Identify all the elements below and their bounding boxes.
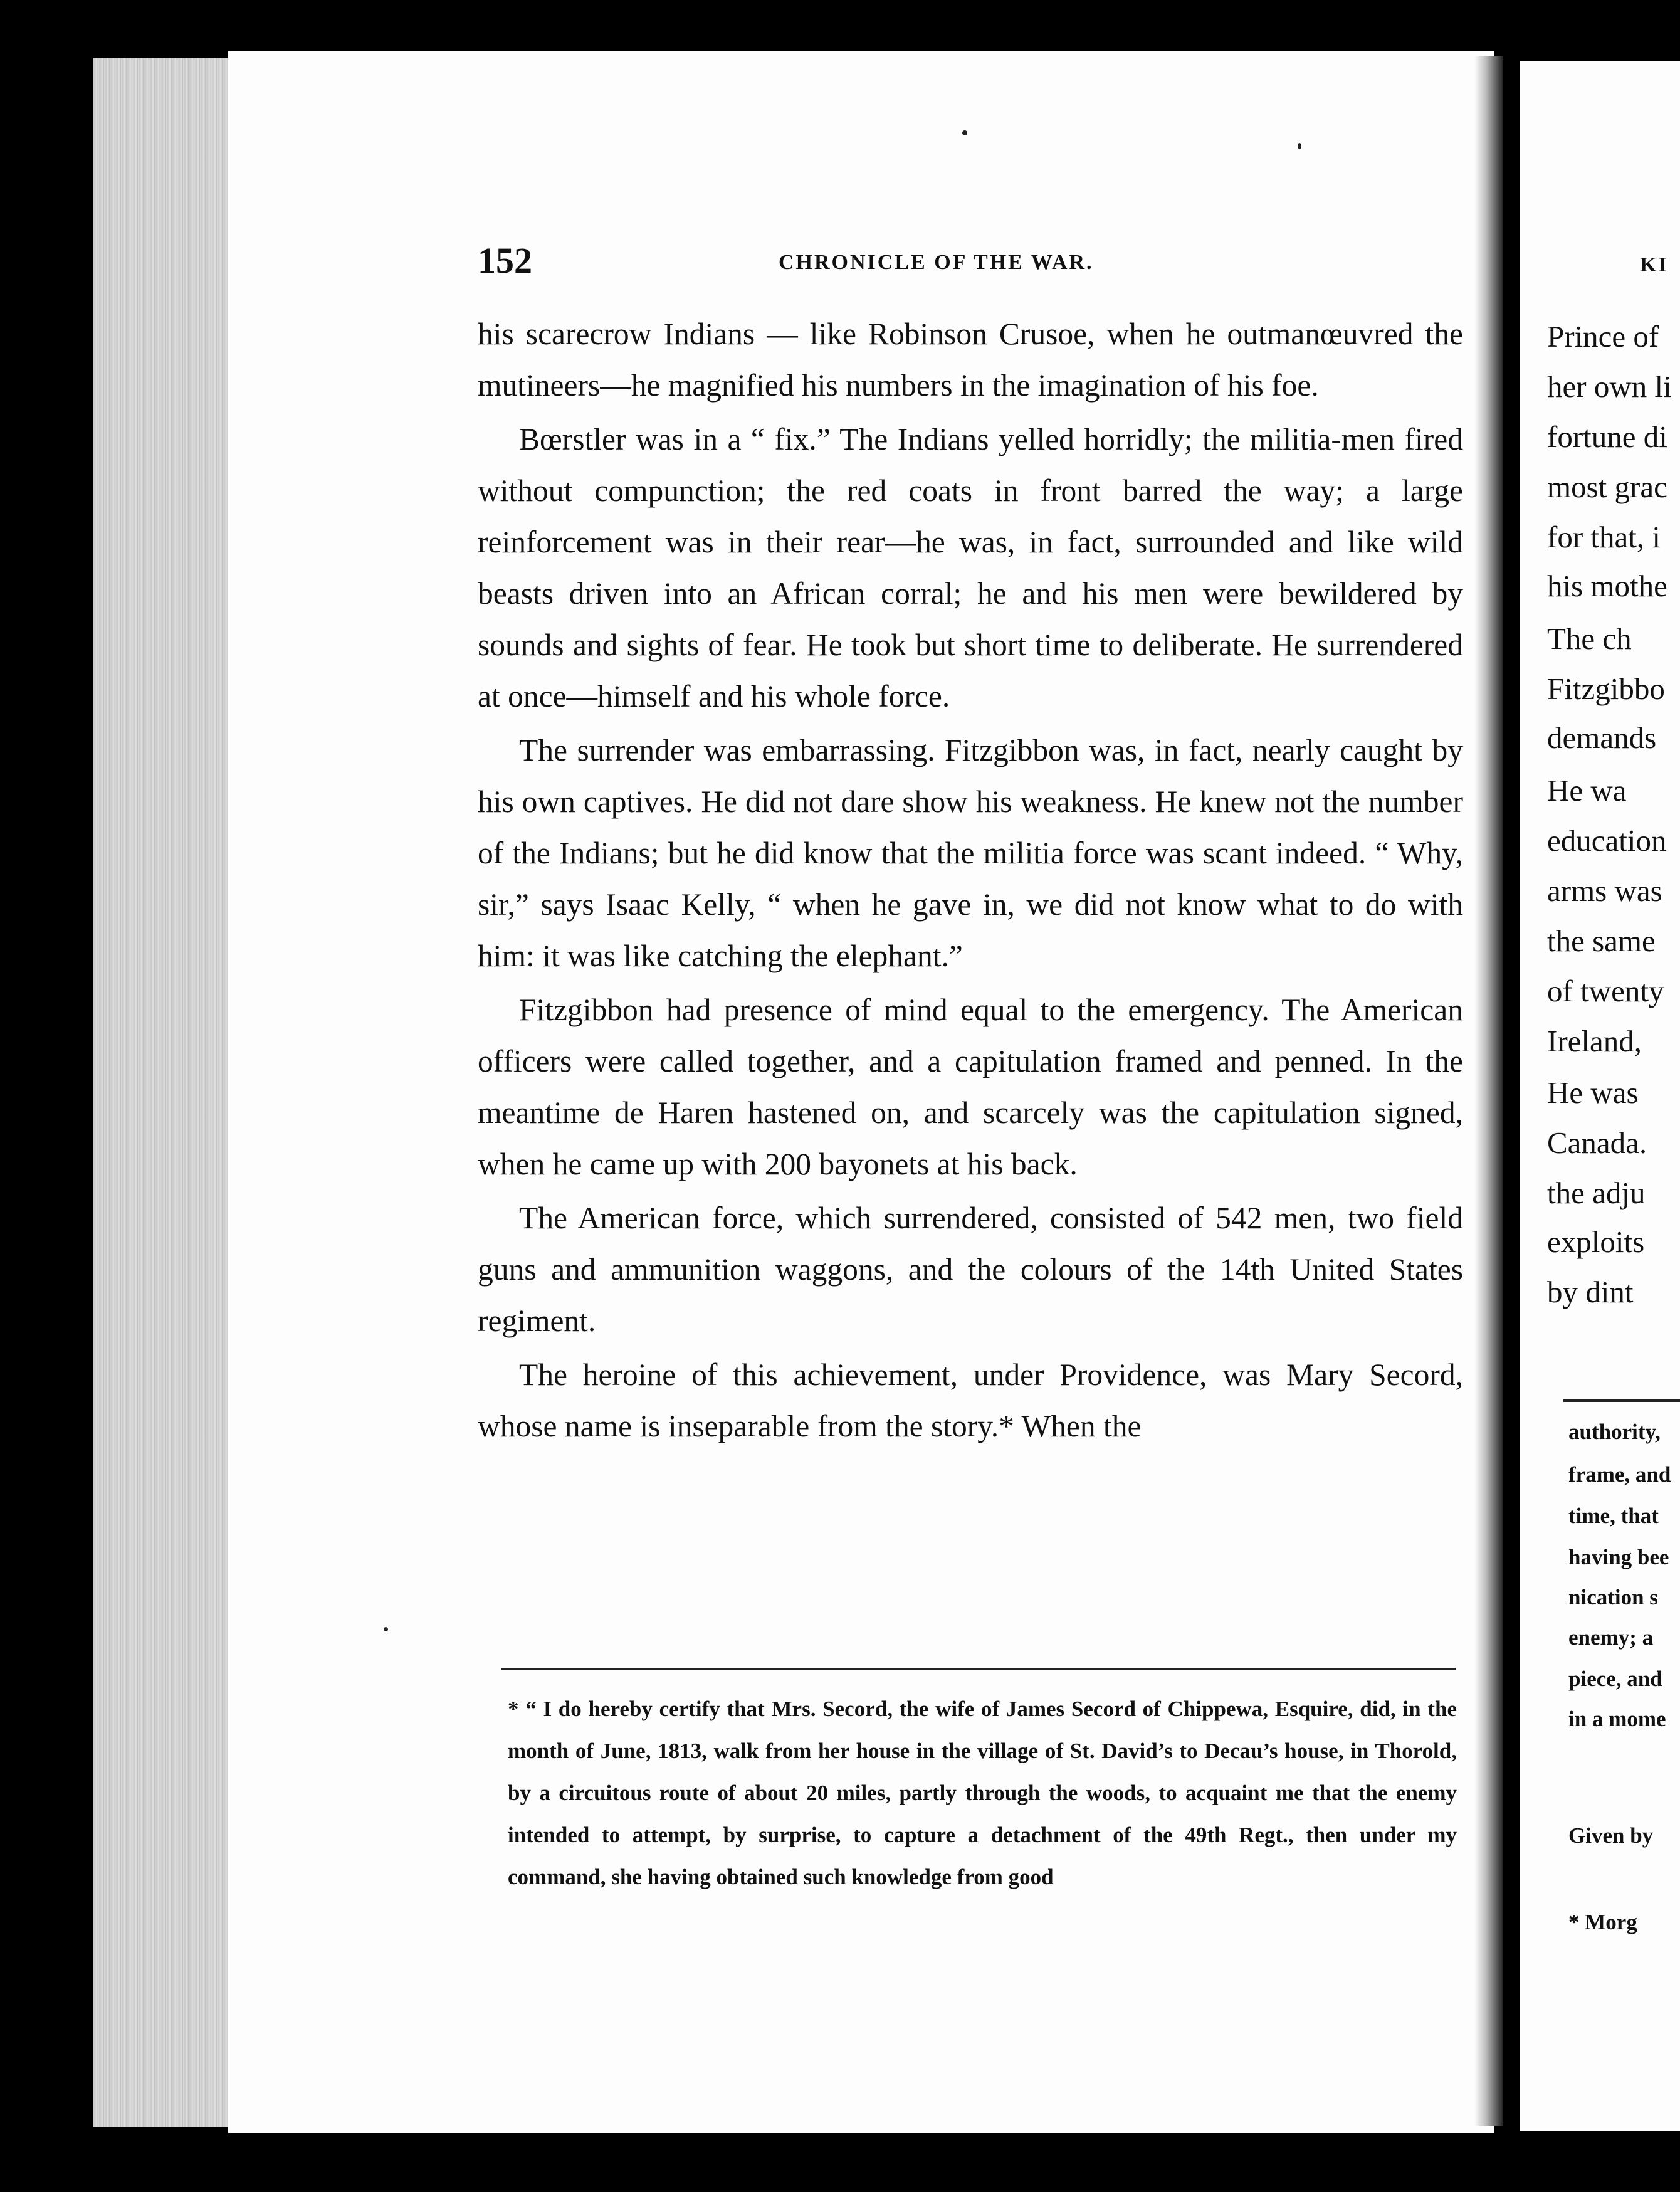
- print-speck: [1298, 143, 1301, 149]
- right-line: He wa: [1547, 773, 1627, 808]
- right-line: most grac: [1547, 470, 1667, 504]
- right-line: The ch: [1547, 621, 1632, 656]
- right-footnote-rule: [1563, 1399, 1680, 1402]
- paragraph: The surrender was embarrassing. Fitzgibbon was, in fact, nearly caught by his own captives. He did not dare show his weakness. He knew not the number of the Indians; but he did know that the militia force was scant indeed. “ Why, sir,” says Isaac Kelly, “ when he gave in, we did not know what to do with him: it was like catching the elephant.”: [478, 733, 1463, 973]
- paragraph: Bœrstler was in a “ fix.” The Indians yelled horridly; the militia-men fired without compunction; the red coats in front barred the way; a large reinforcement was in their rear—he was, in fact, surrounded and like wild beasts driven into an African corral; he and his men were bewildered by sounds and sights of fear. He took but short time to deliberate. He surrendered at once—himself and his whole force.: [478, 422, 1463, 714]
- right-footnote-line: frame, and: [1568, 1462, 1671, 1487]
- book-page-edges: [93, 58, 228, 2127]
- right-footnote-line: enemy; a: [1568, 1625, 1654, 1650]
- running-head: [478, 240, 1466, 283]
- right-line: demands: [1547, 720, 1657, 755]
- print-speck: [962, 130, 967, 135]
- right-line: the adju: [1547, 1176, 1646, 1210]
- right-line: her own li: [1547, 369, 1672, 404]
- right-footnote-line: having bee: [1568, 1545, 1669, 1569]
- right-line: education: [1547, 823, 1667, 858]
- body-text: [478, 308, 1463, 1455]
- page-number: 152: [478, 240, 532, 281]
- right-line: Fitzgibbo: [1547, 672, 1665, 706]
- right-line: Canada.: [1547, 1125, 1647, 1160]
- right-line: for that, i: [1547, 520, 1661, 554]
- right-line: He was: [1547, 1075, 1639, 1110]
- right-footnote-line: in a mome: [1568, 1707, 1666, 1731]
- right-footnote-line: time, that: [1568, 1504, 1659, 1528]
- right-line: his mothe: [1547, 569, 1667, 603]
- right-footnote-line: authority,: [1568, 1420, 1661, 1444]
- footnote: * “ I do hereby certify that Mrs. Secord, the wife of James Secord of Chippewa, Esquire, did, in the month of June, 1813, walk from her house in the village of St. David’s to Decau’s house, in Thorold, by a circuitous route of about 20 miles, partly through the woods, to acquaint me that the enemy intended to attempt, by surprise, to capture a detachment of the 49th Regt., then under my command, she having obtained such knowledge from good: [508, 1697, 1457, 1889]
- right-line: Ireland,: [1547, 1024, 1642, 1058]
- paragraph: The American force, which surrendered, consisted of 542 men, two field guns and ammunition waggons, and the colours of the 14th United States regiment.: [478, 1201, 1463, 1338]
- right-footnote-line: * Morg: [1568, 1910, 1637, 1934]
- book-gutter: [1474, 56, 1503, 2126]
- right-running-head: KI: [1640, 253, 1669, 277]
- right-line: arms was: [1547, 873, 1662, 908]
- right-line: by dint: [1547, 1275, 1634, 1309]
- footnote-rule: [501, 1668, 1456, 1670]
- right-footnote-line: piece, and: [1568, 1667, 1662, 1691]
- right-footnote-line: nication s: [1568, 1585, 1658, 1610]
- paragraph: Fitzgibbon had presence of mind equal to the emergency. The American officers were called together, and a capitulation framed and penned. In the meantime de Haren hastened on, and scarcely was the capitulation signed, when he came up with 200 bayonets at his back.: [478, 993, 1463, 1181]
- right-line: fortune di: [1547, 419, 1667, 454]
- right-line: Prince of: [1547, 319, 1659, 354]
- paragraph: his scarecrow Indians — like Robinson Crusoe, when he outmanœuvred the mutineers—he magnified his numbers in the imagination of his foe.: [478, 317, 1463, 403]
- paragraph: The heroine of this achievement, under Providence, was Mary Secord, whose name is inseparable from the story.* When the: [478, 1357, 1463, 1443]
- chapter-title: CHRONICLE OF THE WAR.: [779, 251, 1094, 274]
- right-line: the same: [1547, 924, 1656, 958]
- right-line: exploits: [1547, 1225, 1645, 1259]
- print-speck: [384, 1627, 388, 1631]
- right-footnote-line: Given by: [1568, 1823, 1654, 1848]
- right-line: of twenty: [1547, 974, 1664, 1008]
